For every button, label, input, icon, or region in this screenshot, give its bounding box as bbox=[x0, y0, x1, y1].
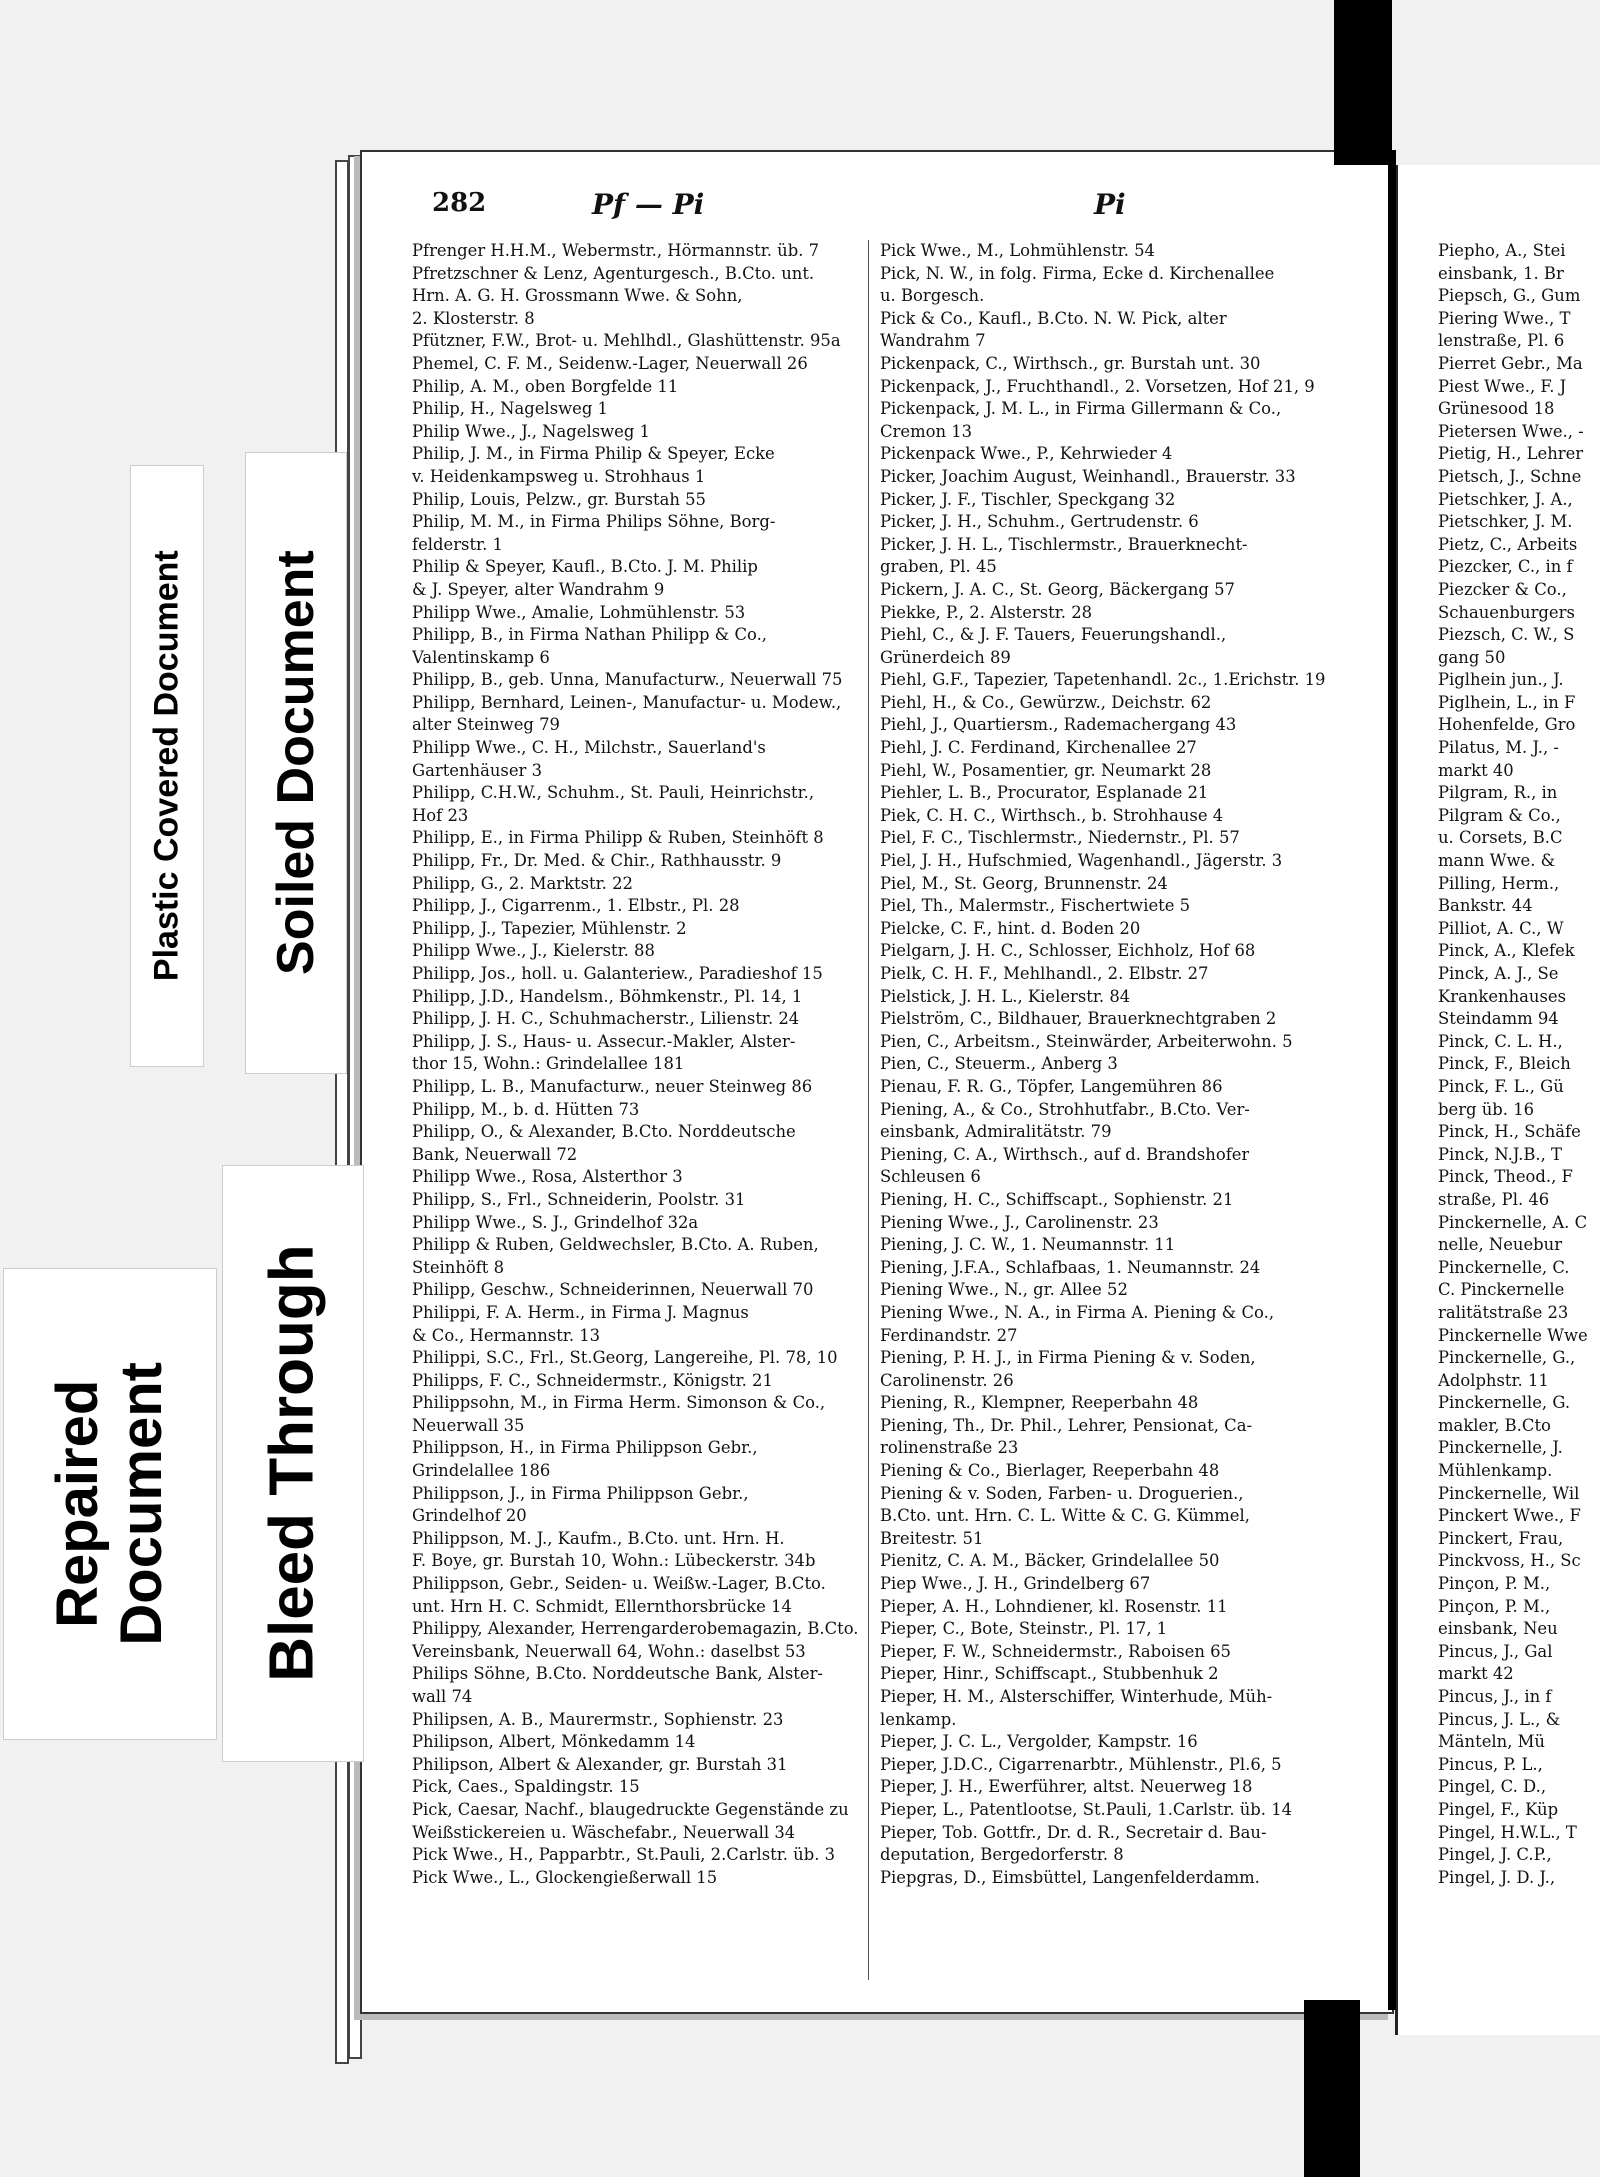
directory-entry-line: Philippy, Alexander, Herrengarderobemagazin, B.Cto. bbox=[412, 1619, 859, 1639]
repaired-line-1: Repaired bbox=[45, 1379, 111, 1629]
directory-entry-line: Ferdinandstr. 27 bbox=[880, 1325, 1018, 1345]
directory-entry-line: Piening, P. H. J., in Firma Piening & v. Soden, bbox=[880, 1348, 1256, 1368]
directory-entry-line: Valentinskamp 6 bbox=[412, 647, 550, 667]
directory-entry-line: Pinckert Wwe., F bbox=[1438, 1506, 1581, 1526]
directory-entry-line: Philipp, J.D., Handelsm., Böhmkenstr., Pl. 14, 1 bbox=[412, 986, 803, 1006]
directory-entry-line: Philip Wwe., J., Nagelsweg 1 bbox=[412, 421, 650, 441]
directory-entry-line: Schauenburgers bbox=[1438, 602, 1575, 622]
directory-entry-line: Piening Wwe., N., gr. Allee 52 bbox=[880, 1280, 1128, 1300]
directory-entry-line: Piehl, C., & J. F. Tauers, Feuerungshandl., bbox=[880, 625, 1227, 645]
directory-entry-line: Pinck, A. J., Se bbox=[1438, 964, 1559, 983]
left-page-edge bbox=[335, 160, 349, 2064]
directory-entry-line: Pielcke, C. F., hint. d. Boden 20 bbox=[880, 918, 1141, 938]
directory-entry-line: Mänteln, Mü bbox=[1438, 1732, 1545, 1752]
directory-entry-line: Pick Wwe., M., Lohmühlenstr. 54 bbox=[880, 241, 1155, 260]
directory-entry-line: Pietz, C., Arbeits bbox=[1438, 534, 1578, 554]
directory-entry-line: Philipp, Bernhard, Leinen-, Manufactur- u. Modew., bbox=[412, 692, 842, 712]
directory-entry-line: v. Heidenkampsweg u. Strohhaus 1 bbox=[412, 466, 706, 486]
directory-entry-line: Piekke, P., 2. Alsterstr. 28 bbox=[880, 602, 1093, 622]
directory-entry-line: Cremon 13 bbox=[880, 421, 973, 441]
directory-entry-line: 2. Klosterstr. 8 bbox=[412, 308, 535, 328]
directory-entry-line: Adolphstr. 11 bbox=[1438, 1370, 1549, 1390]
directory-entry-line: Pien, C., Steuerm., Anberg 3 bbox=[880, 1054, 1118, 1074]
directory-entry-line: Pietig, H., Lehrer bbox=[1438, 444, 1584, 464]
left-running-title: Pf — Pi bbox=[592, 188, 705, 221]
directory-entry-line: Pietsch, J., Schne bbox=[1438, 466, 1582, 486]
directory-entry-line: Pincus, J., in f bbox=[1438, 1687, 1552, 1706]
directory-entry-line: Pieper, C., Bote, Steinstr., Pl. 17, 1 bbox=[880, 1619, 1168, 1639]
directory-entry-line: Breitestr. 51 bbox=[880, 1528, 984, 1548]
directory-entry-line: Philipp, J. S., Haus- u. Assecur.-Makler, Alster- bbox=[412, 1031, 796, 1051]
directory-entry-line: Philip, H., Nagelsweg 1 bbox=[412, 399, 608, 419]
directory-entry-line: Pickenpack, J., Fruchthandl., 2. Vorsetzen, Hof 21, 9 bbox=[880, 376, 1315, 396]
directory-entry-line: Pielgarn, J. H. C., Schlosser, Eichholz, Hof 68 bbox=[880, 941, 1256, 961]
directory-entry-line: ralitätstraße 23 bbox=[1438, 1302, 1569, 1322]
plastic-covered-label bbox=[130, 465, 204, 1067]
directory-entry-line: Philipp, L. B., Manufacturw., neuer Steinweg 86 bbox=[412, 1076, 813, 1096]
directory-entry-line: Pilatus, M. J., - bbox=[1438, 738, 1559, 758]
directory-entry-line: Piezcker & Co., bbox=[1438, 579, 1567, 599]
directory-entry-line: Piepho, A., Stei bbox=[1438, 241, 1566, 260]
directory-entry-line: Philipp Wwe., S. J., Grindelhof 32a bbox=[412, 1212, 699, 1232]
directory-entry-line: Piest Wwe., F. J bbox=[1438, 376, 1567, 396]
directory-entry-line: Pinckernelle, A. C bbox=[1438, 1212, 1588, 1232]
directory-entry-line: wall 74 bbox=[412, 1687, 473, 1706]
directory-entry-line: Pieper, Tob. Gottfr., Dr. d. R., Secretair d. Bau- bbox=[880, 1822, 1267, 1842]
directory-entry-line: Pick, N. W., in folg. Firma, Ecke d. Kirchenallee bbox=[880, 263, 1275, 283]
directory-entry-line: Piezsch, C. W., S bbox=[1438, 625, 1575, 645]
directory-entry-line: Piezcker, C., in f bbox=[1438, 557, 1573, 577]
right-column bbox=[1438, 240, 1598, 1889]
right-running-title: Pi bbox=[1094, 188, 1126, 221]
directory-entry-line: Phemel, C. F. M., Seidenw.-Lager, Neuerwall 26 bbox=[412, 353, 808, 373]
directory-entry-line: Philip, J. M., in Firma Philip & Speyer, Ecke bbox=[412, 444, 775, 464]
directory-entry-line: Philippson, H., in Firma Philippson Gebr., bbox=[412, 1438, 758, 1458]
directory-entry-line: Piek, C. H. C., Wirthsch., b. Strohhause 4 bbox=[880, 805, 1224, 825]
page-number: 282 bbox=[432, 188, 487, 218]
directory-entry-line: Piehl, H., & Co., Gewürzw., Deichstr. 62 bbox=[880, 692, 1212, 712]
directory-entry-line: Pieper, F. W., Schneidermstr., Raboisen 65 bbox=[880, 1641, 1231, 1661]
directory-entry-line: Philipp, Jos., holl. u. Galanteriew., Paradieshof 15 bbox=[412, 964, 823, 983]
plastic-covered-text: Plastic Covered Document bbox=[147, 550, 186, 982]
directory-entry-line: Pinck, F. L., Gü bbox=[1438, 1076, 1564, 1096]
directory-entry-line: Philipp, S., Frl., Schneiderin, Poolstr. 31 bbox=[412, 1189, 746, 1209]
directory-entry-line: Philipp Wwe., Rosa, Alsterthor 3 bbox=[412, 1167, 683, 1187]
directory-entry-line: Pinck, H., Schäfe bbox=[1438, 1122, 1581, 1142]
directory-entry-line: Piehl, J. C. Ferdinand, Kirchenallee 27 bbox=[880, 738, 1197, 758]
directory-entry-line: Philipp, B., in Firma Nathan Philipp & Co., bbox=[412, 625, 768, 645]
directory-entry-line: Pilgram, R., in bbox=[1438, 783, 1558, 803]
directory-entry-line: Pingel, F., Küp bbox=[1438, 1799, 1559, 1819]
directory-entry-line: Pick Wwe., L., Glockengießerwall 15 bbox=[412, 1867, 718, 1887]
directory-entry-line: Steindamm 94 bbox=[1438, 1009, 1559, 1029]
directory-entry-line: Pielstick, J. H. L., Kielerstr. 84 bbox=[880, 986, 1131, 1006]
directory-entry-line: straße, Pl. 46 bbox=[1438, 1189, 1550, 1209]
directory-entry-line: Pinckernelle, G. bbox=[1438, 1393, 1571, 1413]
directory-entry-line: Philippsohn, M., in Firma Herm. Simonson & Co., bbox=[412, 1393, 826, 1413]
column-divider bbox=[868, 240, 869, 1980]
directory-entry-line: Pinckernelle Wwe bbox=[1438, 1325, 1588, 1345]
directory-entry-line: Piening, R., Klempner, Reeperbahn 48 bbox=[880, 1393, 1199, 1413]
directory-entry-line: B.Cto. unt. Hrn. C. L. Witte & C. G. Kümmel, bbox=[880, 1506, 1250, 1526]
directory-entry-line: Piening, J.F.A., Schlafbaas, 1. Neumannstr. 24 bbox=[880, 1257, 1261, 1277]
directory-entry-line: Piel, M., St. Georg, Brunnenstr. 24 bbox=[880, 873, 1168, 893]
directory-entry-line: C. Pinckernelle bbox=[1438, 1280, 1565, 1300]
directory-entry-line: nelle, Neuebur bbox=[1438, 1235, 1563, 1255]
directory-entry-line: Picker, J. H., Schuhm., Gertrudenstr. 6 bbox=[880, 512, 1199, 532]
directory-entry-line: Pieper, L., Patentlootse, St.Pauli, 1.Carlstr. üb. 14 bbox=[880, 1799, 1293, 1819]
directory-entry-line: Pinck, N.J.B., T bbox=[1438, 1144, 1562, 1164]
directory-entry-line: Piel, J. H., Hufschmied, Wagenhandl., Jägerstr. 3 bbox=[880, 851, 1283, 871]
directory-entry-line: Philip, M. M., in Firma Philips Söhne, Borg- bbox=[412, 512, 776, 532]
directory-entry-line: Pilliot, A. C., W bbox=[1438, 918, 1564, 938]
directory-entry-line: Philipp, Fr., Dr. Med. & Chir., Rathhausstr. 9 bbox=[412, 851, 782, 871]
directory-entry-line: Picker, J. F., Tischler, Speckgang 32 bbox=[880, 489, 1176, 509]
directory-entry-line: Philipsen, A. B., Maurermstr., Sophienstr. 23 bbox=[412, 1709, 784, 1729]
directory-entry-line: felderstr. 1 bbox=[412, 534, 503, 554]
directory-entry-line: unt. Hrn H. C. Schmidt, Ellernthorsbrücke 14 bbox=[412, 1596, 792, 1616]
directory-entry-line: Hohenfelde, Gro bbox=[1438, 715, 1576, 735]
directory-entry-line: Wandrahm 7 bbox=[880, 331, 986, 351]
directory-entry-line: Pinckernelle, Wil bbox=[1438, 1483, 1580, 1503]
directory-entry-line: Philipp, C.H.W., Schuhm., St. Pauli, Heinrichstr., bbox=[412, 783, 815, 803]
directory-entry-line: markt 42 bbox=[1438, 1664, 1514, 1684]
directory-entry-line: Pick Wwe., H., Papparbtr., St.Pauli, 2.Carlstr. üb. 3 bbox=[412, 1845, 836, 1865]
directory-entry-line: Piening & v. Soden, Farben- u. Droguerien., bbox=[880, 1483, 1244, 1503]
directory-entry-line: Weißstickereien u. Wäschefabr., Neuerwall 34 bbox=[412, 1822, 796, 1842]
directory-entry-line: Philipp, Geschw., Schneiderinnen, Neuerwall 70 bbox=[412, 1280, 814, 1300]
directory-entry-line: Philipp, G., 2. Marktstr. 22 bbox=[412, 873, 633, 893]
directory-entry-line: Piening, A., & Co., Strohhutfabr., B.Cto. Ver- bbox=[880, 1099, 1250, 1119]
directory-entry-line: & J. Speyer, alter Wandrahm 9 bbox=[412, 579, 665, 599]
directory-entry-line: Pielström, C., Bildhauer, Brauerknechtgraben 2 bbox=[880, 1009, 1277, 1029]
directory-entry-line: Pilgram & Co., bbox=[1438, 805, 1561, 825]
directory-entry-line: Pieper, J. H., Ewerführer, altst. Neuerweg 18 bbox=[880, 1777, 1253, 1797]
directory-entry-line: alter Steinweg 79 bbox=[412, 715, 560, 735]
directory-entry-line: Pinckernelle, G., bbox=[1438, 1348, 1576, 1368]
directory-entry-line: Grindelallee 186 bbox=[412, 1461, 551, 1481]
directory-entry-line: Philips Söhne, B.Cto. Norddeutsche Bank, Alster- bbox=[412, 1664, 823, 1684]
directory-entry-line: einsbank, Neu bbox=[1438, 1619, 1558, 1639]
directory-entry-line: Philipson, Albert & Alexander, gr. Burstah 31 bbox=[412, 1754, 788, 1774]
directory-entry-line: Pfützner, F.W., Brot- u. Mehlhdl., Glashüttenstr. 95a bbox=[412, 331, 841, 351]
directory-entry-line: Philippson, M. J., Kaufm., B.Cto. unt. Hrn. H. bbox=[412, 1528, 785, 1548]
directory-entry-line: Philipp Wwe., J., Kielerstr. 88 bbox=[412, 941, 655, 961]
binding-strip-top bbox=[1334, 0, 1392, 165]
directory-entry-line: Pinck, A., Klefek bbox=[1438, 941, 1575, 961]
directory-entry-line: Piehler, L. B., Procurator, Esplanade 21 bbox=[880, 783, 1209, 803]
directory-entry-line: graben, Pl. 45 bbox=[880, 557, 997, 577]
directory-entry-line: Krankenhauses bbox=[1438, 986, 1567, 1006]
directory-entry-line: Pietersen Wwe., - bbox=[1438, 421, 1584, 441]
directory-entry-line: u. Corsets, B.C bbox=[1438, 828, 1563, 848]
bleed-through-label bbox=[222, 1165, 364, 1762]
directory-entry-line: Piel, F. C., Tischlermstr., Niedernstr., Pl. 57 bbox=[880, 828, 1240, 848]
directory-entry-line: Philip, Louis, Pelzw., gr. Burstah 55 bbox=[412, 489, 706, 509]
directory-entry-line: deputation, Bergedorferstr. 8 bbox=[880, 1845, 1124, 1865]
directory-entry-line: Pinckvoss, H., Sc bbox=[1438, 1551, 1581, 1571]
directory-entry-line: einsbank, 1. Br bbox=[1438, 263, 1564, 283]
directory-entry-line: Piep Wwe., J. H., Grindelberg 67 bbox=[880, 1574, 1151, 1594]
directory-entry-line: Pierret Gebr., Ma bbox=[1438, 353, 1583, 373]
directory-entry-line: Pingel, C. D., bbox=[1438, 1777, 1547, 1797]
directory-entry-line: Philipp, J., Cigarrenm., 1. Elbstr., Pl. 28 bbox=[412, 896, 740, 916]
directory-entry-line: Pick, Caesar, Nachf., blaugedruckte Gegenstände zu bbox=[412, 1799, 849, 1819]
directory-entry-line: Pingel, J. C.P., bbox=[1438, 1845, 1552, 1865]
directory-entry-line: Vereinsbank, Neuerwall 64, Wohn.: daselbst 53 bbox=[412, 1641, 806, 1661]
directory-entry-line: Picker, Joachim August, Weinhandl., Brauerstr. 33 bbox=[880, 466, 1296, 486]
directory-entry-line: berg üb. 16 bbox=[1438, 1099, 1535, 1119]
directory-entry-line: Philippson, J., in Firma Philippson Gebr., bbox=[412, 1483, 749, 1503]
directory-entry-line: Pickenpack Wwe., P., Kehrwieder 4 bbox=[880, 444, 1173, 464]
directory-entry-line: Pinçon, P. M., bbox=[1438, 1574, 1551, 1594]
directory-entry-line: F. Boye, gr. Burstah 10, Wohn.: Lübeckerstr. 34b bbox=[412, 1551, 816, 1571]
directory-entry-line: Piening & Co., Bierlager, Reeperbahn 48 bbox=[880, 1461, 1220, 1481]
directory-entry-line: Pincus, J. L., & bbox=[1438, 1709, 1561, 1729]
directory-entry-line: makler, B.Cto bbox=[1438, 1415, 1551, 1435]
directory-entry-line: Piening Wwe., J., Carolinenstr. 23 bbox=[880, 1212, 1159, 1232]
directory-entry-line: Picker, J. H. L., Tischlermstr., Brauerknecht- bbox=[880, 534, 1248, 554]
directory-entry-line: Carolinenstr. 26 bbox=[880, 1370, 1014, 1390]
directory-entry-line: Piening, J. C. W., 1. Neumannstr. 11 bbox=[880, 1235, 1176, 1255]
directory-entry-line: Philipp Wwe., C. H., Milchstr., Sauerland's bbox=[412, 738, 766, 758]
directory-entry-line: Schleusen 6 bbox=[880, 1167, 981, 1187]
left-column bbox=[412, 240, 864, 1889]
directory-entry-line: thor 15, Wohn.: Grindelallee 181 bbox=[412, 1054, 685, 1074]
directory-entry-line: Pilling, Herm., bbox=[1438, 873, 1560, 893]
directory-entry-line: Philipp, E., in Firma Philipp & Ruben, Steinhöft 8 bbox=[412, 828, 824, 848]
repaired-line-2: Document bbox=[109, 1362, 175, 1646]
directory-entry-line: & Co., Hermannstr. 13 bbox=[412, 1325, 601, 1345]
soiled-text: Soiled Document bbox=[266, 550, 325, 976]
directory-entry-line: Grünerdeich 89 bbox=[880, 647, 1011, 667]
directory-entry-line: Pinck, F., Bleich bbox=[1438, 1054, 1571, 1074]
directory-entry-line: Piglhein, L., in F bbox=[1438, 692, 1576, 712]
directory-entry-line: Pick, Caes., Spaldingstr. 15 bbox=[412, 1777, 640, 1797]
directory-entry-line: Grünesood 18 bbox=[1438, 399, 1555, 419]
directory-entry-line: Pienitz, C. A. M., Bäcker, Grindelallee 50 bbox=[880, 1551, 1220, 1571]
directory-entry-line: Philipp, M., b. d. Hütten 73 bbox=[412, 1099, 640, 1119]
directory-entry-line: Philipp, O., & Alexander, B.Cto. Norddeutsche bbox=[412, 1122, 796, 1142]
directory-entry-line: Pielk, C. H. F., Mehlhandl., 2. Elbstr. 27 bbox=[880, 964, 1209, 983]
directory-entry-line: Piel, Th., Malermstr., Fischertwiete 5 bbox=[880, 896, 1191, 916]
directory-entry-line: Philipp, J., Tapezier, Mühlenstr. 2 bbox=[412, 918, 687, 938]
directory-entry-line: gang 50 bbox=[1438, 647, 1506, 667]
directory-entry-line: Philipp, B., geb. Unna, Manufacturw., Neuerwall 75 bbox=[412, 670, 843, 690]
binding-strip-edge bbox=[1388, 150, 1396, 2010]
directory-entry-line: Neuerwall 35 bbox=[412, 1415, 525, 1435]
directory-entry-line: rolinenstraße 23 bbox=[880, 1438, 1019, 1458]
directory-entry-line: Steinhöft 8 bbox=[412, 1257, 505, 1277]
directory-entry-line: Pincus, P. L., bbox=[1438, 1754, 1543, 1774]
directory-entry-line: Philipp & Ruben, Geldwechsler, B.Cto. A. Ruben, bbox=[412, 1235, 819, 1255]
directory-entry-line: Pieper, A. H., Lohndiener, kl. Rosenstr. 11 bbox=[880, 1596, 1228, 1616]
directory-entry-line: Pinck, Theod., F bbox=[1438, 1167, 1573, 1187]
directory-entry-line: Pickenpack, J. M. L., in Firma Gillermann & Co., bbox=[880, 399, 1282, 419]
directory-entry-line: einsbank, Admiralitätstr. 79 bbox=[880, 1122, 1112, 1142]
directory-entry-line: Hrn. A. G. H. Grossmann Wwe. & Sohn, bbox=[412, 286, 743, 306]
directory-entry-line: Pietschker, J. A., bbox=[1438, 489, 1573, 509]
directory-entry-line: Pietschker, J. M. bbox=[1438, 512, 1573, 532]
directory-entry-line: Bankstr. 44 bbox=[1438, 896, 1533, 916]
binding-strip-bottom bbox=[1304, 2000, 1360, 2177]
directory-entry-line: u. Borgesch. bbox=[880, 286, 985, 306]
directory-entry-line: Piening, H. C., Schiffscapt., Sophienstr. 21 bbox=[880, 1189, 1234, 1209]
directory-entry-line: Philippi, S.C., Frl., St.Georg, Langereihe, Pl. 78, 10 bbox=[412, 1348, 838, 1368]
directory-entry-line: Grindelhof 20 bbox=[412, 1506, 527, 1526]
directory-entry-line: Pieper, J. C. L., Vergolder, Kampstr. 16 bbox=[880, 1732, 1198, 1752]
middle-column bbox=[880, 240, 1335, 1889]
directory-entry-line: Piepsch, G., Gum bbox=[1438, 286, 1581, 306]
directory-entry-line: Pick & Co., Kaufl., B.Cto. N. W. Pick, alter bbox=[880, 308, 1227, 328]
directory-entry-line: Piening, Th., Dr. Phil., Lehrer, Pensionat, Ca- bbox=[880, 1415, 1253, 1435]
directory-entry-line: Piering Wwe., T bbox=[1438, 308, 1571, 328]
directory-entry-line: Piglhein jun., J. bbox=[1438, 670, 1564, 690]
directory-entry-line: Mühlenkamp. bbox=[1438, 1461, 1553, 1481]
directory-entry-line: Piepgras, D., Eimsbüttel, Langenfelderdamm. bbox=[880, 1867, 1260, 1887]
directory-entry-line: Piehl, G.F., Tapezier, Tapetenhandl. 2c., 1.Erichstr. 19 bbox=[880, 670, 1326, 690]
directory-entry-line: Pinçon, P. M., bbox=[1438, 1596, 1551, 1616]
directory-entry-line: Piehl, W., Posamentier, gr. Neumarkt 28 bbox=[880, 760, 1212, 780]
directory-entry-line: Pinckernelle, J. bbox=[1438, 1438, 1563, 1458]
directory-entry-line: Pickern, J. A. C., St. Georg, Bäckergang 57 bbox=[880, 579, 1235, 599]
directory-entry-line: Pinck, C. L. H., bbox=[1438, 1031, 1563, 1051]
repaired-text bbox=[46, 1362, 174, 1646]
directory-entry-line: Philipps, F. C., Schneidermstr., Königstr. 21 bbox=[412, 1370, 773, 1390]
directory-entry-line: Gartenhäuser 3 bbox=[412, 760, 543, 780]
directory-entry-line: Philipson, Albert, Mönkedamm 14 bbox=[412, 1732, 696, 1752]
directory-entry-line: Piehl, J., Quartiersm., Rademachergang 43 bbox=[880, 715, 1237, 735]
soiled-label bbox=[245, 452, 347, 1074]
bleed-through-text: Bleed Through bbox=[257, 1244, 327, 1683]
directory-entry-line: Philippson, Gebr., Seiden- u. Weißw.-Lager, B.Cto. bbox=[412, 1574, 826, 1594]
directory-entry-line: markt 40 bbox=[1438, 760, 1514, 780]
directory-entry-line: Pfrenger H.H.M., Webermstr., Hörmannstr. üb. 7 bbox=[412, 241, 820, 260]
directory-entry-line: Pickenpack, C., Wirthsch., gr. Burstah unt. 30 bbox=[880, 353, 1261, 373]
directory-entry-line: Piening, C. A., Wirthsch., auf d. Brandshofer bbox=[880, 1144, 1250, 1164]
directory-entry-line: Philip & Speyer, Kaufl., B.Cto. J. M. Philip bbox=[412, 557, 758, 577]
directory-entry-line: Philipp Wwe., Amalie, Lohmühlenstr. 53 bbox=[412, 602, 746, 622]
directory-entry-line: Pfretzschner & Lenz, Agenturgesch., B.Cto. unt. bbox=[412, 263, 815, 283]
directory-entry-line: Philipp, J. H. C., Schuhmacherstr., Lilienstr. 24 bbox=[412, 1009, 800, 1029]
directory-entry-line: Pingel, J. D. J., bbox=[1438, 1867, 1556, 1887]
repaired-label bbox=[3, 1268, 217, 1740]
directory-entry-line: Hof 23 bbox=[412, 805, 469, 825]
directory-entry-line: Pinckernelle, C. bbox=[1438, 1257, 1570, 1277]
directory-entry-line: mann Wwe. & bbox=[1438, 851, 1556, 871]
directory-entry-line: Pieper, Hinr., Schiffscapt., Stubbenhuk 2 bbox=[880, 1664, 1219, 1684]
directory-entry-line: Pien, C., Arbeitsm., Steinwärder, Arbeiterwohn. 5 bbox=[880, 1031, 1293, 1051]
directory-entry-line: Pienau, F. R. G., Töpfer, Langemühren 86 bbox=[880, 1076, 1223, 1096]
directory-entry-line: Pieper, J.D.C., Cigarrenarbtr., Mühlenstr., Pl.6, 5 bbox=[880, 1754, 1282, 1774]
directory-entry-line: Philip, A. M., oben Borgfelde 11 bbox=[412, 376, 679, 396]
directory-entry-line: Philippi, F. A. Herm., in Firma J. Magnus bbox=[412, 1302, 749, 1322]
directory-entry-line: Pingel, H.W.L., T bbox=[1438, 1822, 1577, 1842]
directory-entry-line: Pieper, H. M., Alsterschiffer, Winterhude, Müh- bbox=[880, 1687, 1273, 1706]
directory-entry-line: Pinckert, Frau, bbox=[1438, 1528, 1564, 1548]
directory-entry-line: lenstraße, Pl. 6 bbox=[1438, 331, 1565, 351]
directory-entry-line: Bank, Neuerwall 72 bbox=[412, 1144, 578, 1164]
directory-entry-line: Piening Wwe., N. A., in Firma A. Piening & Co., bbox=[880, 1302, 1275, 1322]
directory-entry-line: lenkamp. bbox=[880, 1709, 957, 1729]
directory-entry-line: Pincus, J., Gal bbox=[1438, 1641, 1553, 1661]
